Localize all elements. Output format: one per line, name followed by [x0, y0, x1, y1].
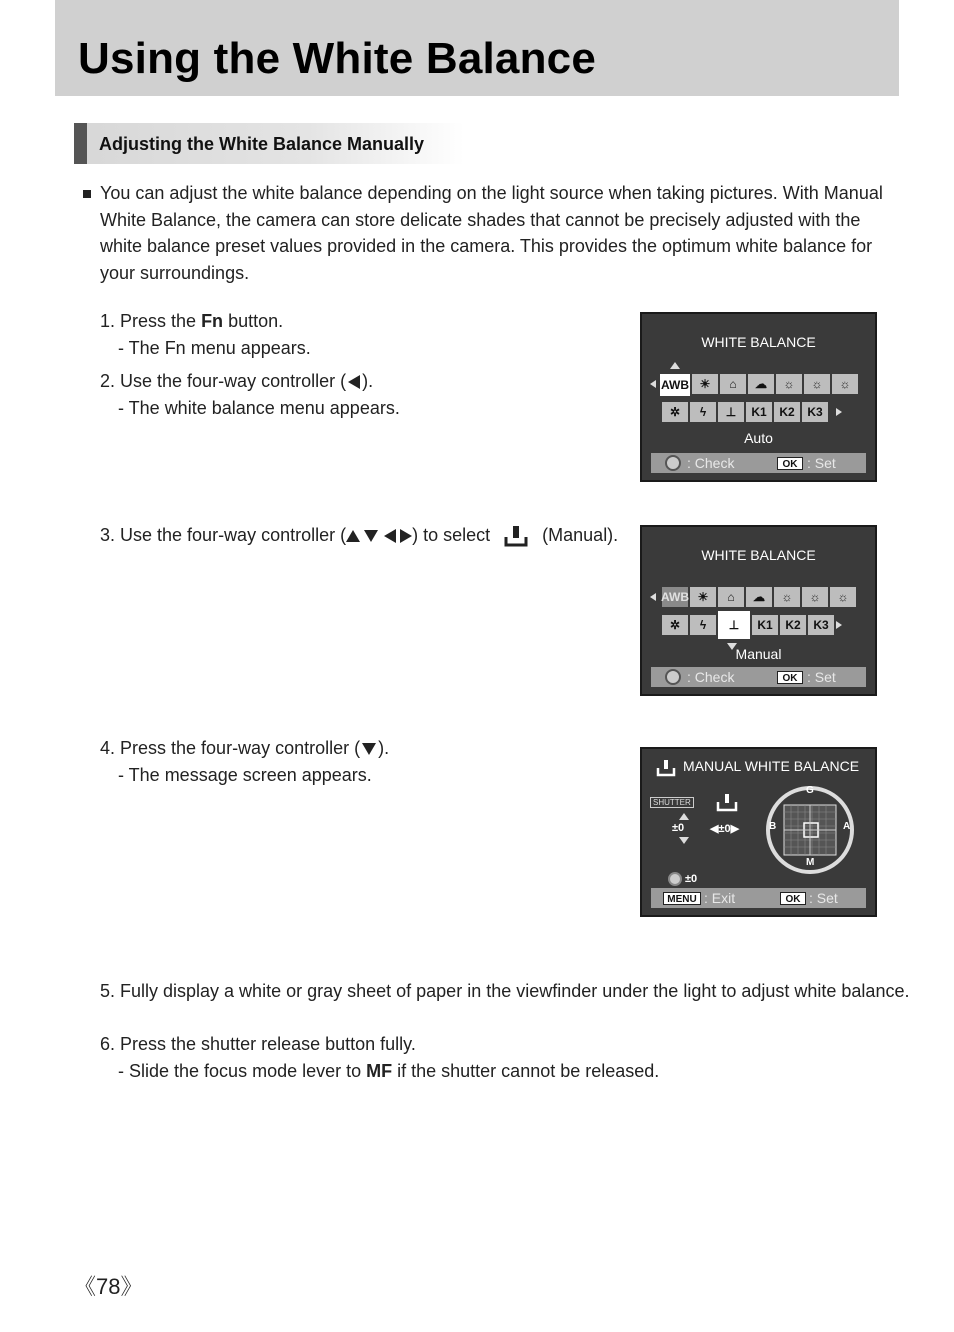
wb-fluorescent-2-icon[interactable]: ☼ — [804, 374, 830, 394]
page-title: Using the White Balance — [78, 34, 597, 83]
wb-k2-icon[interactable]: K2 — [774, 402, 800, 422]
down-arrow-icon — [364, 530, 378, 542]
step-6-sub-text-end: if the shutter cannot be released. — [392, 1061, 660, 1081]
wb-manual-icon[interactable]: ⊥ — [718, 402, 744, 422]
wb-k1-icon[interactable]: K1 — [752, 615, 778, 635]
wb-manual-icon-selected[interactable]: ⊥ — [718, 611, 750, 639]
down-arrow-icon — [362, 743, 376, 755]
step-3 — [100, 525, 618, 547]
wb-k3-icon[interactable]: K3 — [808, 615, 834, 635]
dial-offset: ±0 — [685, 873, 698, 885]
wb-flash-icon[interactable]: ϟ — [690, 402, 716, 422]
wb-k3-icon[interactable]: K3 — [802, 402, 828, 422]
exit-label: : Exit — [704, 890, 736, 906]
step-2 — [100, 371, 373, 392]
step-4 — [100, 738, 389, 759]
step-4-sub: - The message screen appears. — [118, 765, 372, 785]
shutter-value: ±0 — [672, 822, 685, 834]
step-5: 5. Fully display a white or gray sheet of paper in the viewfinder under the light to adjust white balance. — [100, 981, 910, 1001]
wb-shade-icon[interactable]: ⌂ — [718, 587, 744, 607]
wb-tungsten-icon[interactable]: ✲ — [662, 615, 688, 635]
label-g: G — [806, 785, 814, 796]
manual-wb-icon — [503, 525, 529, 547]
dial-value: ◀±0▶ — [710, 823, 740, 835]
step-6-mf: MF — [366, 1061, 393, 1081]
label-a: A — [843, 821, 851, 832]
screen-header: MANUAL WHITE BALANCE — [683, 758, 860, 774]
wb-fluorescent-3-icon[interactable]: ☼ — [832, 374, 858, 394]
step-1-sub: - The Fn menu appears. — [118, 338, 311, 358]
step-2-sub: - The white balance menu appears. — [118, 398, 400, 418]
wb-awb-icon[interactable]: AWB — [662, 587, 688, 607]
left-arrow-icon — [384, 529, 396, 543]
wb-caption: Auto — [744, 430, 773, 446]
check-label: : Check — [687, 455, 735, 471]
ok-badge: OK — [777, 457, 803, 470]
step-4-text-end: ). — [378, 738, 390, 758]
right-arrow-icon — [836, 621, 842, 629]
wb-row-2 — [662, 402, 830, 422]
up-arrow-icon — [670, 362, 680, 369]
right-arrow-icon — [400, 529, 412, 543]
page-number: 《78》 — [74, 1274, 143, 1299]
up-arrow-icon — [679, 813, 689, 820]
wb-row-1 — [660, 374, 860, 396]
screen-footer — [651, 453, 866, 473]
set-label: : Set — [807, 669, 836, 685]
wb-shade-icon[interactable]: ⌂ — [720, 374, 746, 394]
step-1-text: 1. Press the — [100, 311, 202, 331]
wb-k2-icon[interactable]: K2 — [780, 615, 806, 635]
step-3-text-end: (Manual). — [542, 525, 619, 545]
bullet-square-icon — [83, 190, 91, 198]
screen-footer — [651, 888, 866, 908]
intro-paragraph — [100, 180, 890, 286]
step-2-text: 2. Use the four-way controller ( — [100, 371, 347, 391]
step-2-text-end: ). — [362, 371, 374, 391]
step-1 — [100, 311, 283, 332]
section-title: Adjusting the White Balance Manually — [99, 134, 425, 154]
left-arrow-icon — [650, 380, 656, 388]
ok-badge: OK — [780, 892, 806, 905]
screen-header: WHITE BALANCE — [701, 547, 816, 563]
dial-icon — [665, 455, 681, 471]
dial-icon — [665, 669, 681, 685]
manual-wb-icon — [656, 759, 676, 777]
dial-icon — [668, 872, 682, 886]
wb-awb-icon[interactable]: AWB — [660, 374, 690, 396]
left-arrow-icon — [650, 593, 656, 601]
menu-badge: MENU — [663, 892, 701, 905]
step-6-sub-text: - Slide the focus mode lever to — [118, 1061, 367, 1081]
right-arrow-icon — [836, 408, 842, 416]
wb-flash-icon[interactable]: ϟ — [690, 615, 716, 635]
wb-tungsten-icon[interactable]: ✲ — [662, 402, 688, 422]
ok-badge: OK — [777, 671, 803, 684]
label-b: B — [769, 821, 777, 832]
title-band — [55, 0, 899, 96]
wb-fluorescent-3-icon[interactable]: ☼ — [830, 587, 856, 607]
intro-text: You can adjust the white balance depending on the light source when taking pictures. With Manual White Balance, the camera can store delicate shades that cannot be precisely adjusted with the white balance preset values provided in the camera. This provides the optimum white balance for your surroundings. — [100, 183, 883, 283]
shutter-label: SHUTTER — [650, 797, 694, 808]
down-arrow-icon — [679, 837, 689, 844]
set-label: : Set — [807, 455, 836, 471]
step-4-text: 4. Press the four-way controller ( — [100, 738, 361, 758]
wb-cloudy-icon[interactable]: ☁ — [746, 587, 772, 607]
manual-wb-icon — [716, 793, 738, 813]
wb-caption: Manual — [735, 646, 782, 662]
wb-row-1 — [662, 587, 858, 607]
wb-screen-auto — [640, 312, 877, 482]
section-bar — [74, 123, 87, 164]
section-header — [74, 123, 464, 164]
up-arrow-icon — [346, 530, 360, 542]
screen-footer — [651, 667, 866, 687]
step-3-text-mid: ) to select — [412, 525, 491, 545]
step-6-sub — [118, 1061, 659, 1082]
step-1-text-end: button. — [223, 311, 284, 331]
check-label: : Check — [687, 669, 735, 685]
wb-fluorescent-2-icon[interactable]: ☼ — [802, 587, 828, 607]
wb-screen-manual — [640, 525, 877, 696]
wb-fluorescent-1-icon[interactable]: ☼ — [774, 587, 800, 607]
wb-cloudy-icon[interactable]: ☁ — [748, 374, 774, 394]
step-1-fn: Fn — [201, 311, 224, 331]
wb-fluorescent-1-icon[interactable]: ☼ — [776, 374, 802, 394]
wb-row-2 — [662, 615, 836, 639]
manual-wb-screen — [640, 747, 877, 917]
screen-header: WHITE BALANCE — [701, 334, 816, 350]
set-label: : Set — [809, 890, 838, 906]
label-m: M — [806, 857, 815, 868]
step-6: 6. Press the shutter release button fully. — [100, 1034, 416, 1054]
left-arrow-icon — [348, 375, 360, 389]
wb-k1-icon[interactable]: K1 — [746, 402, 772, 422]
step-3-text: 3. Use the four-way controller ( — [100, 525, 347, 545]
wb-daylight-icon[interactable]: ☀ — [690, 587, 716, 607]
wb-daylight-icon[interactable]: ☀ — [692, 374, 718, 394]
